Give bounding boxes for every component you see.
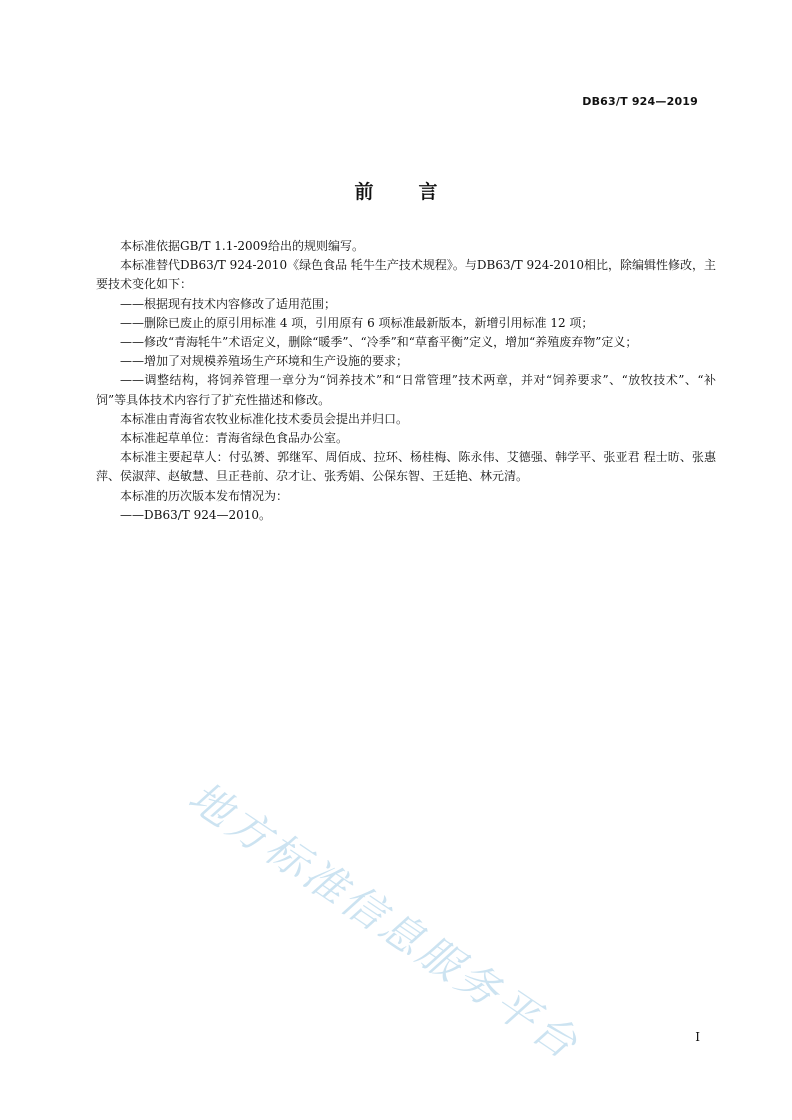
watermark: 地方标准信息服务平台: [179, 771, 589, 1070]
paragraph: 本标准依据GB/T 1.1-2009给出的规则编写。: [120, 239, 364, 253]
paragraph: 本标准起草单位：青海省绿色食品办公室。: [120, 431, 349, 446]
preface-content: [96, 237, 716, 525]
paragraph: 本标准替代DB63/T 924-2010《绿色食品 牦牛生产技术规程》。与DB63/T 924-2010相比，除编辑性修改，主要技术变化如下：: [96, 258, 716, 292]
page-title: 前言: [354, 181, 483, 203]
paragraph: ——删除已废止的原引用标准 4 项，引用原有 6 项标准最新版本，新增引用标准 12 项；: [120, 315, 594, 330]
paragraph: 本标准主要起草人：付弘赟、郭继军、周佰成、拉环、杨桂梅、陈永伟、艾德强、韩学平、张亚君 程士昉、张惠萍、侯淑萍、赵敏慧、旦正巷前、尕才让、张秀娟、公保东智、王廷艳、林元清。: [96, 450, 716, 484]
paragraph: 本标准的历次版本发布情况为：: [120, 488, 289, 503]
doc-code: DB63/T 924—2019: [582, 95, 698, 108]
paragraph: ——调整结构，将饲养管理一章分为“饲养技术”和“日常管理”技术两章，并对“饲养要求”、“放牧技术”、“补饲”等具体技术内容行了扩充性描述和修改。: [96, 373, 716, 407]
page-number: I: [695, 1030, 700, 1044]
paragraph: ——修改“青海牦牛”术语定义，删除“暖季”、“冷季”和“草畜平衡”定义，增加“养殖废弃物”定义；: [120, 335, 638, 350]
paragraph: ——根据现有技术内容修改了适用范围；: [120, 296, 337, 311]
paragraph: ——DB63/T 924—2010。: [120, 507, 272, 522]
paragraph: ——增加了对规模养殖场生产环境和生产设施的要求；: [120, 354, 409, 369]
paragraph: 本标准由青海省农牧业标准化技术委员会提出并归口。: [120, 411, 409, 426]
